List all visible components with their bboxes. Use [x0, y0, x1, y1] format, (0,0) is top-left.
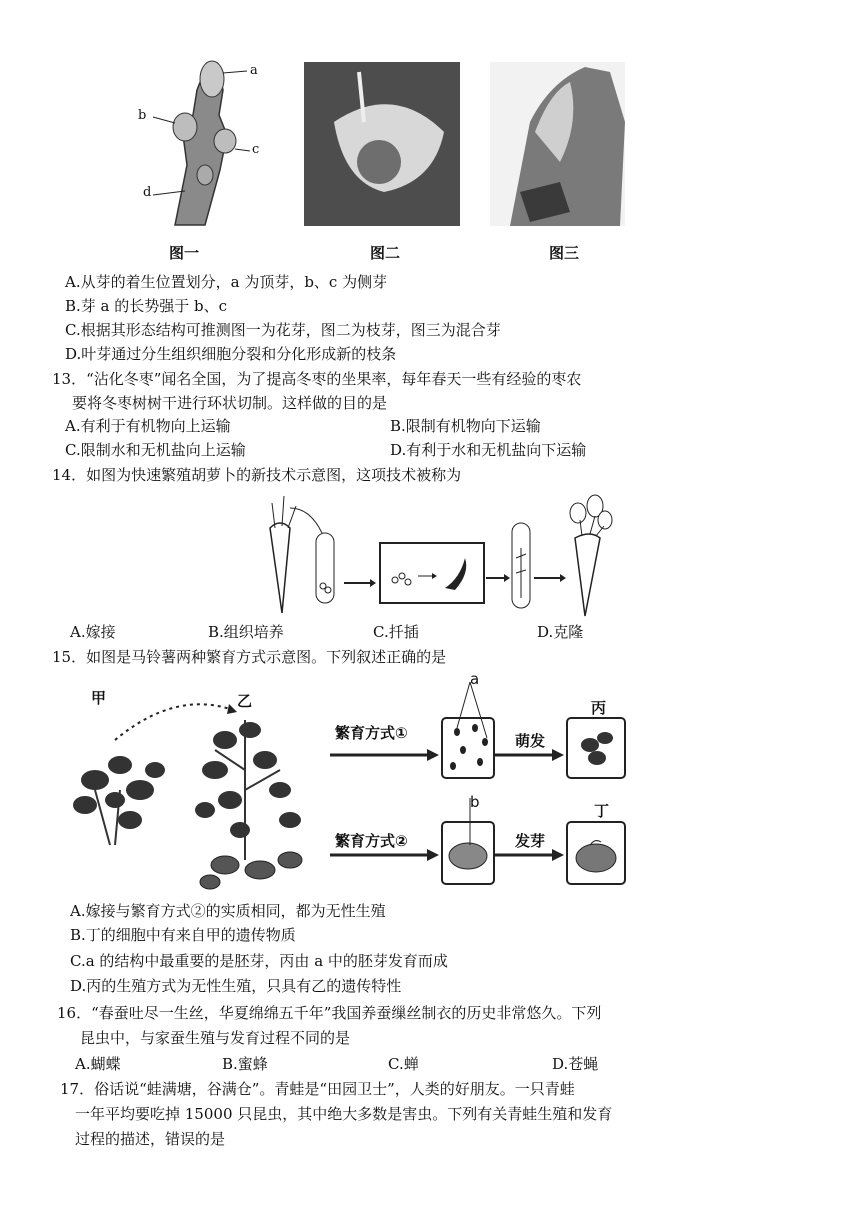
q13-option-b: B.限制有机物向下运输: [390, 417, 541, 435]
label-faya: 发芽: [515, 832, 546, 850]
label-bing: 丙: [591, 699, 607, 717]
fig1-label-c: c: [252, 142, 260, 157]
label-method2: 繁育方式②: [335, 832, 408, 850]
caption-fig3: 图三: [549, 244, 580, 262]
q13-option-d: D.有利于水和无机盐向下运输: [390, 441, 587, 459]
q13-stem-line2: 要将冬枣树树干进行环状切制。这样做的目的是: [72, 394, 388, 412]
q15-option-d: D.丙的生殖方式为无性生殖，只具有乙的遗传特性: [70, 977, 402, 995]
q16-option-b: B.蜜蜂: [222, 1055, 268, 1073]
q17-stem-line2: 一年平均要吃掉 15000 只昆虫，其中绝大多数是害虫。下列有关青蛙生殖和发育: [75, 1105, 613, 1123]
q13-option-c: C.限制水和无机盐向上运输: [65, 441, 246, 459]
q12-option-d: D.叶芽通过分生组织细胞分裂和分化形成新的枝条: [65, 345, 397, 363]
label-b: b: [470, 793, 480, 811]
q14-carrot-diagram: [260, 488, 620, 618]
label-a: a: [470, 670, 480, 688]
q15-option-c: C.a 的结构中最重要的是胚芽，丙由 a 中的胚芽发育而成: [70, 952, 448, 970]
fig1-label-b: b: [138, 108, 147, 123]
q14-option-c: C.扦插: [373, 623, 419, 641]
q14-option-a: A.嫁接: [70, 623, 116, 641]
figure-2-photo: [304, 62, 460, 226]
q15-option-b: B.丁的细胞中有来自甲的遗传物质: [70, 926, 296, 944]
figure-1-branch: [135, 55, 270, 240]
caption-fig1: 图一: [169, 244, 200, 262]
label-jia: 甲: [91, 689, 107, 707]
caption-fig2: 图二: [370, 244, 401, 262]
fig1-label-d: d: [143, 185, 152, 200]
label-mengfa: 萌发: [515, 732, 546, 750]
q16-stem-line1: 16．“春蚕吐尽一生丝，华夏绵绵五千年”我国养蚕缫丝制衣的历史非常悠久。下列: [57, 1004, 602, 1022]
q13-stem-line1: 13．“沾化冬枣”闻名全国，为了提高冬枣的坐果率，每年春天一些有经验的枣农: [52, 370, 582, 388]
q14-option-b: B.组织培养: [208, 623, 284, 641]
q15-stem: 15．如图是马铃薯两种繁育方式示意图。下列叙述正确的是: [52, 648, 447, 666]
label-ding: 丁: [594, 802, 610, 820]
q17-stem-line1: 17．俗话说“蛙满塘，谷满仓”。青蛙是“田园卫士”，人类的好朋友。一只青蛙: [60, 1080, 575, 1098]
q12-option-a: A.从芽的着生位置划分，a 为顶芽，b、c 为侧芽: [65, 273, 388, 291]
fig1-label-a: a: [250, 63, 258, 78]
q13-option-a: A.有利于有机物向上运输: [65, 417, 231, 435]
label-method1: 繁育方式①: [335, 724, 408, 742]
q16-option-d: D.苍蝇: [552, 1055, 599, 1073]
q14-option-d: D.克隆: [537, 623, 584, 641]
q16-option-c: C.蝉: [388, 1055, 419, 1073]
q17-stem-line3: 过程的描述，错误的是: [75, 1130, 226, 1148]
label-yi: 乙: [237, 692, 253, 710]
q16-option-a: A.蝴蝶: [75, 1055, 121, 1073]
q12-option-c: C.根据其形态结构可推测图一为花芽，图二为枝芽，图三为混合芽: [65, 321, 501, 339]
q15-option-a: A.嫁接与繁育方式②的实质相同，都为无性生殖: [70, 902, 386, 920]
q14-stem: 14．如图为快速繁殖胡萝卜的新技术示意图，这项技术被称为: [52, 466, 462, 484]
figure-3-photo: [490, 62, 625, 226]
q16-stem-line2: 昆虫中，与家蚕生殖与发育过程不同的是: [80, 1029, 351, 1047]
q15-potato-diagram: [65, 670, 645, 900]
q12-option-b: B.芽 a 的长势强于 b、c: [65, 297, 228, 315]
